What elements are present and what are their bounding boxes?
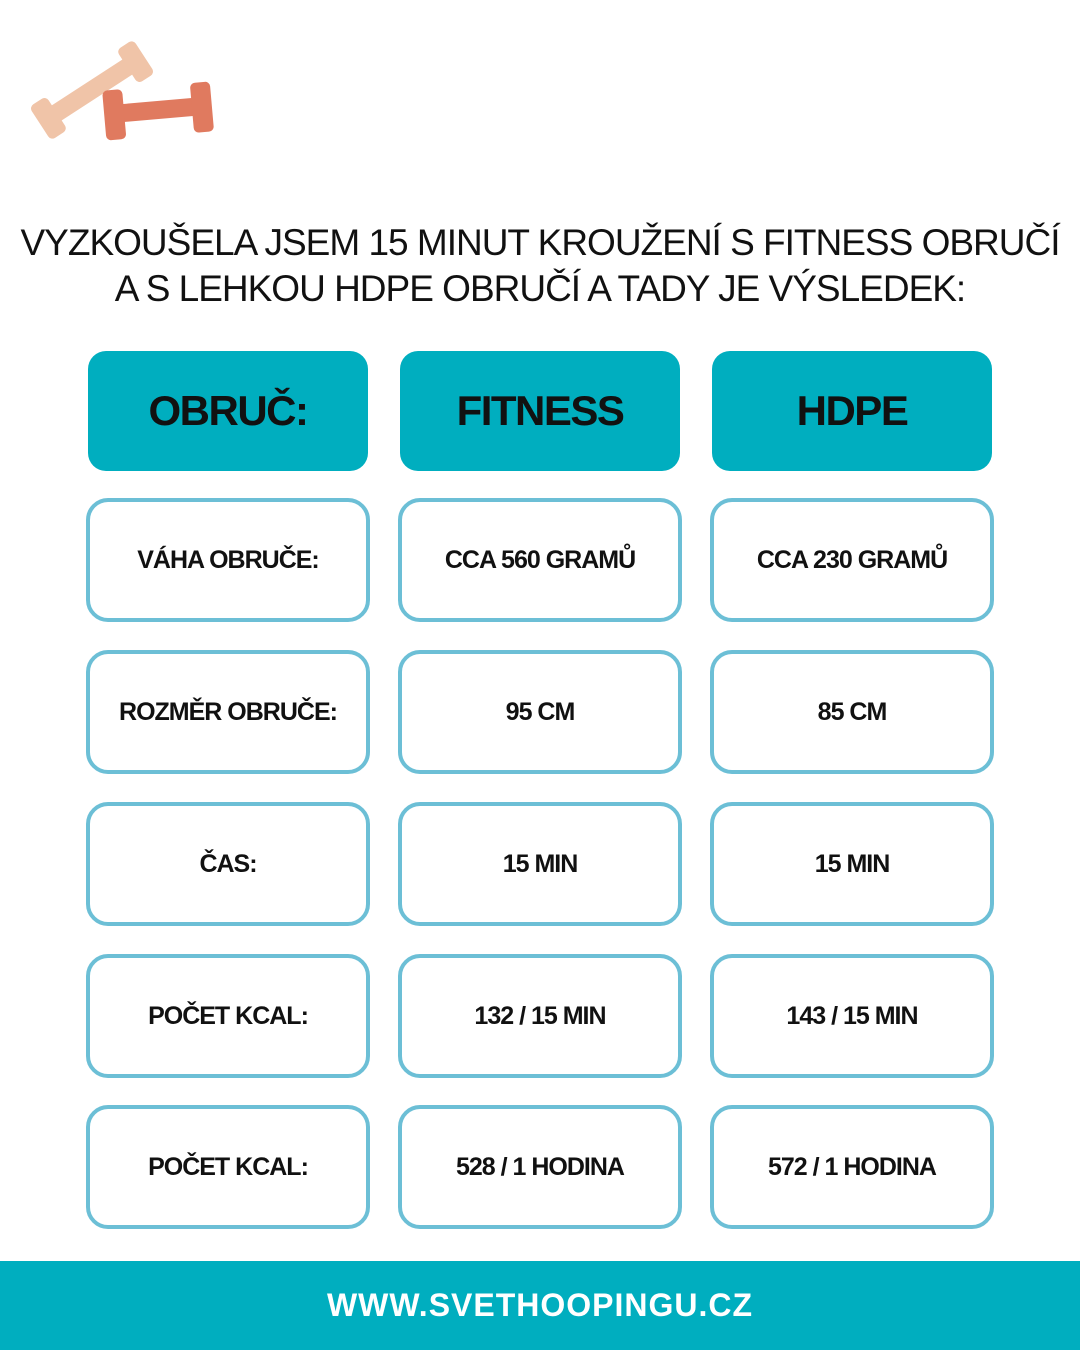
fitness-kcal-hour-value: 528 / 1 HODINA (398, 1105, 682, 1229)
headline-line-1: VYZKOUŠELA JSEM 15 MINUT KROUŽENÍ S FITNESS OBRUČÍ (20, 222, 1060, 263)
headline-line-2: A S LEHKOU HDPE OBRUČÍ A TADY JE VÝSLEDEK: (114, 268, 966, 309)
row-label-time: ČAS: (86, 802, 370, 926)
hdpe-kcal-hour-value: 572 / 1 HODINA (710, 1105, 994, 1229)
website-link[interactable]: WWW.SVETHOOPINGU.CZ (326, 1287, 754, 1323)
row-label-size: ROZMĚR OBRUČE: (86, 650, 370, 774)
hdpe-size-value: 85 CM (710, 650, 994, 774)
footer-bar (0, 1261, 1080, 1350)
row-label-weight: VÁHA OBRUČE: (86, 498, 370, 622)
hdpe-time-value: 15 MIN (710, 802, 994, 926)
row-label-kcal-15min: POČET KCAL: (86, 954, 370, 1078)
row-label-kcal-hour: POČET KCAL: (86, 1105, 370, 1229)
fitness-kcal-15min-value: 132 / 15 MIN (398, 954, 682, 1078)
fitness-size-value: 95 CM (398, 650, 682, 774)
fitness-time-value: 15 MIN (398, 802, 682, 926)
headline (0, 220, 1080, 312)
header-cell-fitness: FITNESS (400, 351, 680, 471)
fitness-weight-value: CCA 560 GRAMŮ (398, 498, 682, 622)
dumbbells-icon (30, 36, 220, 148)
header-cell-obruc: OBRUČ: (88, 351, 368, 471)
hdpe-kcal-15min-value: 143 / 15 MIN (710, 954, 994, 1078)
hdpe-weight-value: CCA 230 GRAMŮ (710, 498, 994, 622)
header-cell-hdpe: HDPE (712, 351, 992, 471)
